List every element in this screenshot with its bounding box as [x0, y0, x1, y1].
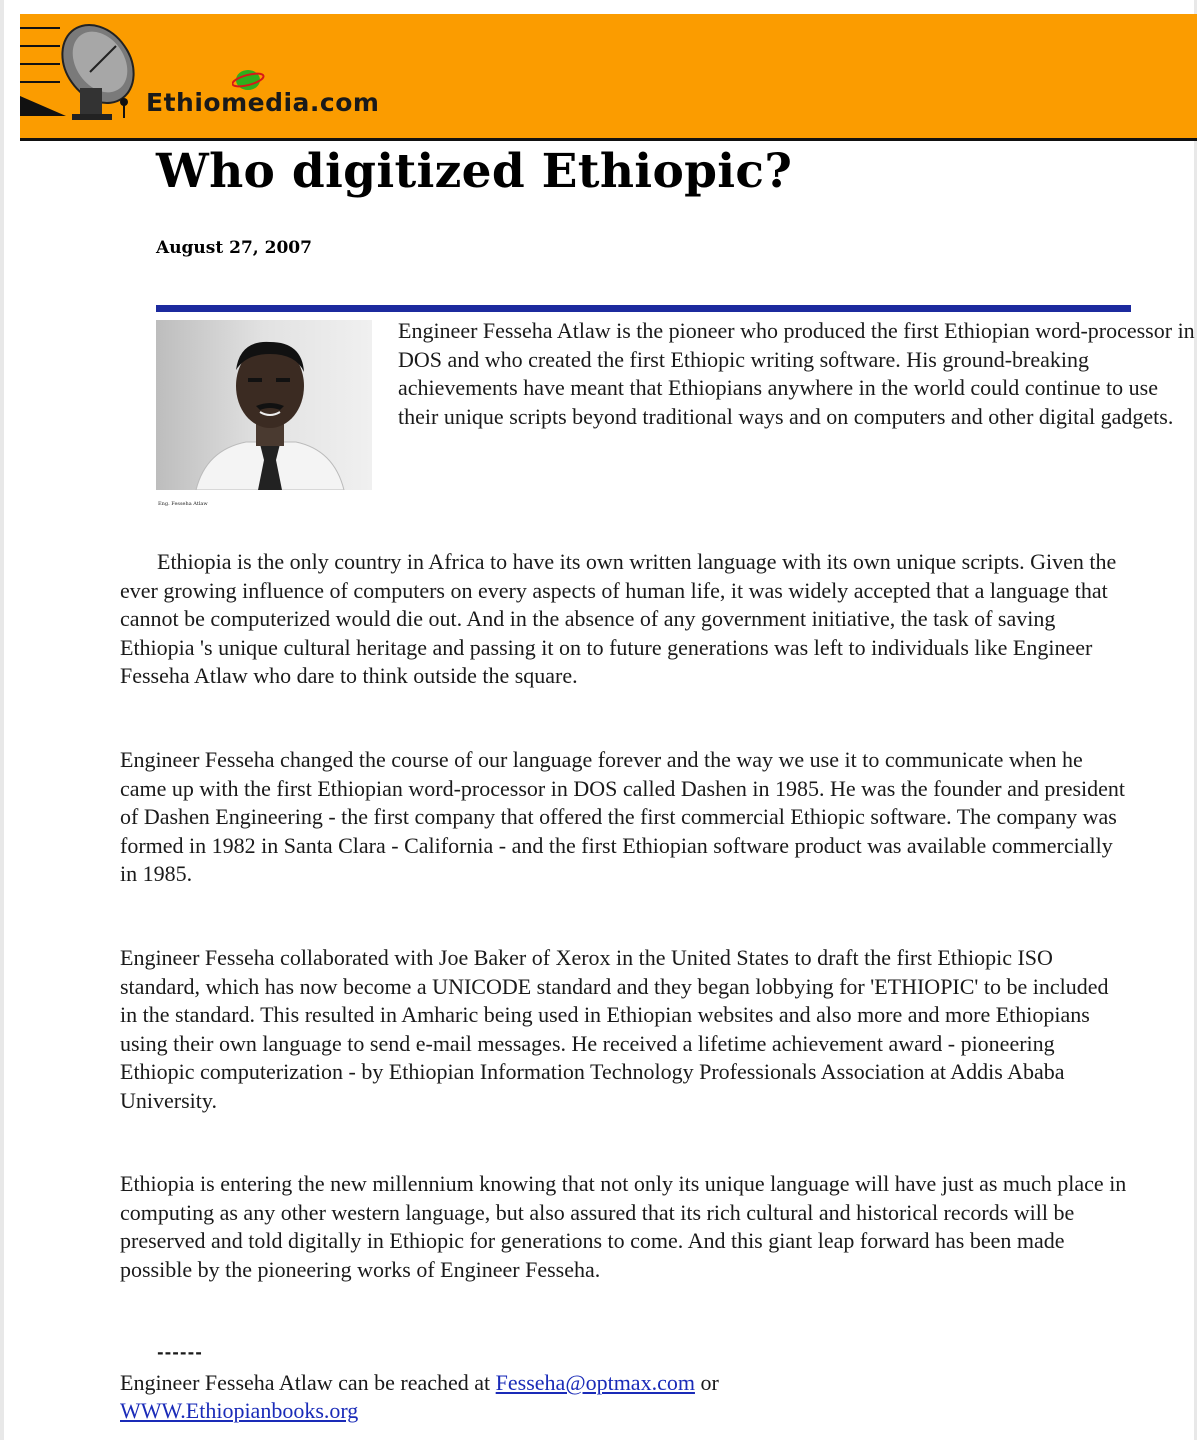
- article-date: August 27, 2007: [156, 238, 312, 258]
- email-link[interactable]: Fesseha@optmax.com: [495, 1370, 695, 1395]
- satellite-dish-icon: [20, 18, 140, 138]
- blue-divider: [156, 305, 1131, 312]
- article-title: Who digitized Ethiopic?: [156, 144, 793, 199]
- site-logo-text[interactable]: Ethiomedia.com: [146, 88, 380, 117]
- separator: ------: [157, 1343, 203, 1362]
- website-link[interactable]: WWW.Ethiopianbooks.org: [120, 1398, 359, 1423]
- contact-prefix: Engineer Fesseha Atlaw can be reached at: [120, 1370, 496, 1395]
- body-paragraph: Engineer Fesseha changed the course of our language forever and the way we use it to communicate when he came up with the first Ethiopian word-processor in DOS called Dashen in 1985. He was the founder and president of Dashen Engineering - the first company that offered the first commercial Ethiopic software. The company was formed in 1982 in Santa Clara - California - and the first Ethiopian software product was available commercially in 1985.: [120, 747, 1126, 887]
- site-banner: [20, 14, 1197, 141]
- body-paragraph: Ethiopia is entering the new millennium knowing that not only its unique language will have just as much place in computing as any other western language, but also assured that its rich cultural and historical records will be preserved and told digitally in Ethiopic for generations to come. And this giant leap forward has been made possible by the pioneering works of Engineer Fesseha.: [120, 1171, 1127, 1282]
- photo-caption: Eng. Fesseha Atlaw: [158, 501, 208, 507]
- author-photo: [156, 320, 372, 490]
- body-paragraph: Engineer Fesseha collaborated with Joe Baker of Xerox in the United States to draft the first Ethiopic ISO standard, which has now become a UNICODE standard and they began lobbying for 'ETHIOPIC' to be included in the standard. This resulted in Amharic being used in Ethiopian websites and also more and more Ethiopians using their own language to send e-mail messages. He received a lifetime achievement award - pioneering Ethiopic computerization - by Ethiopian Information Technology Professionals Association at Addis Ababa University.: [120, 945, 1109, 1113]
- page-edge-left: [0, 0, 4, 1440]
- body-paragraph: Ethiopia is the only country in Africa to have its own written language with its own unique scripts. Given the ever growing influence of computers on every aspects of human life, it was widely accepted that a language that cannot be computerized would die out. And in the absence of any government initiative, the task of saving Ethiopia 's unique cultural heritage and passing it on to future generations was left to individuals like Engineer Fesseha Atlaw who dare to think outside the square.: [120, 549, 1117, 689]
- article-intro: Engineer Fesseha Atlaw is the pioneer who produced the first Ethiopian word-processor in DOS and who created the first Ethiopic writing software. His ground-breaking achievements have meant that Ethiopians anywhere in the world could continue to use their unique scripts beyond traditional ways and on computers and other digital gadgets.: [398, 318, 1195, 429]
- contact-line: [120, 1369, 1120, 1425]
- contact-middle: or: [694, 1370, 719, 1395]
